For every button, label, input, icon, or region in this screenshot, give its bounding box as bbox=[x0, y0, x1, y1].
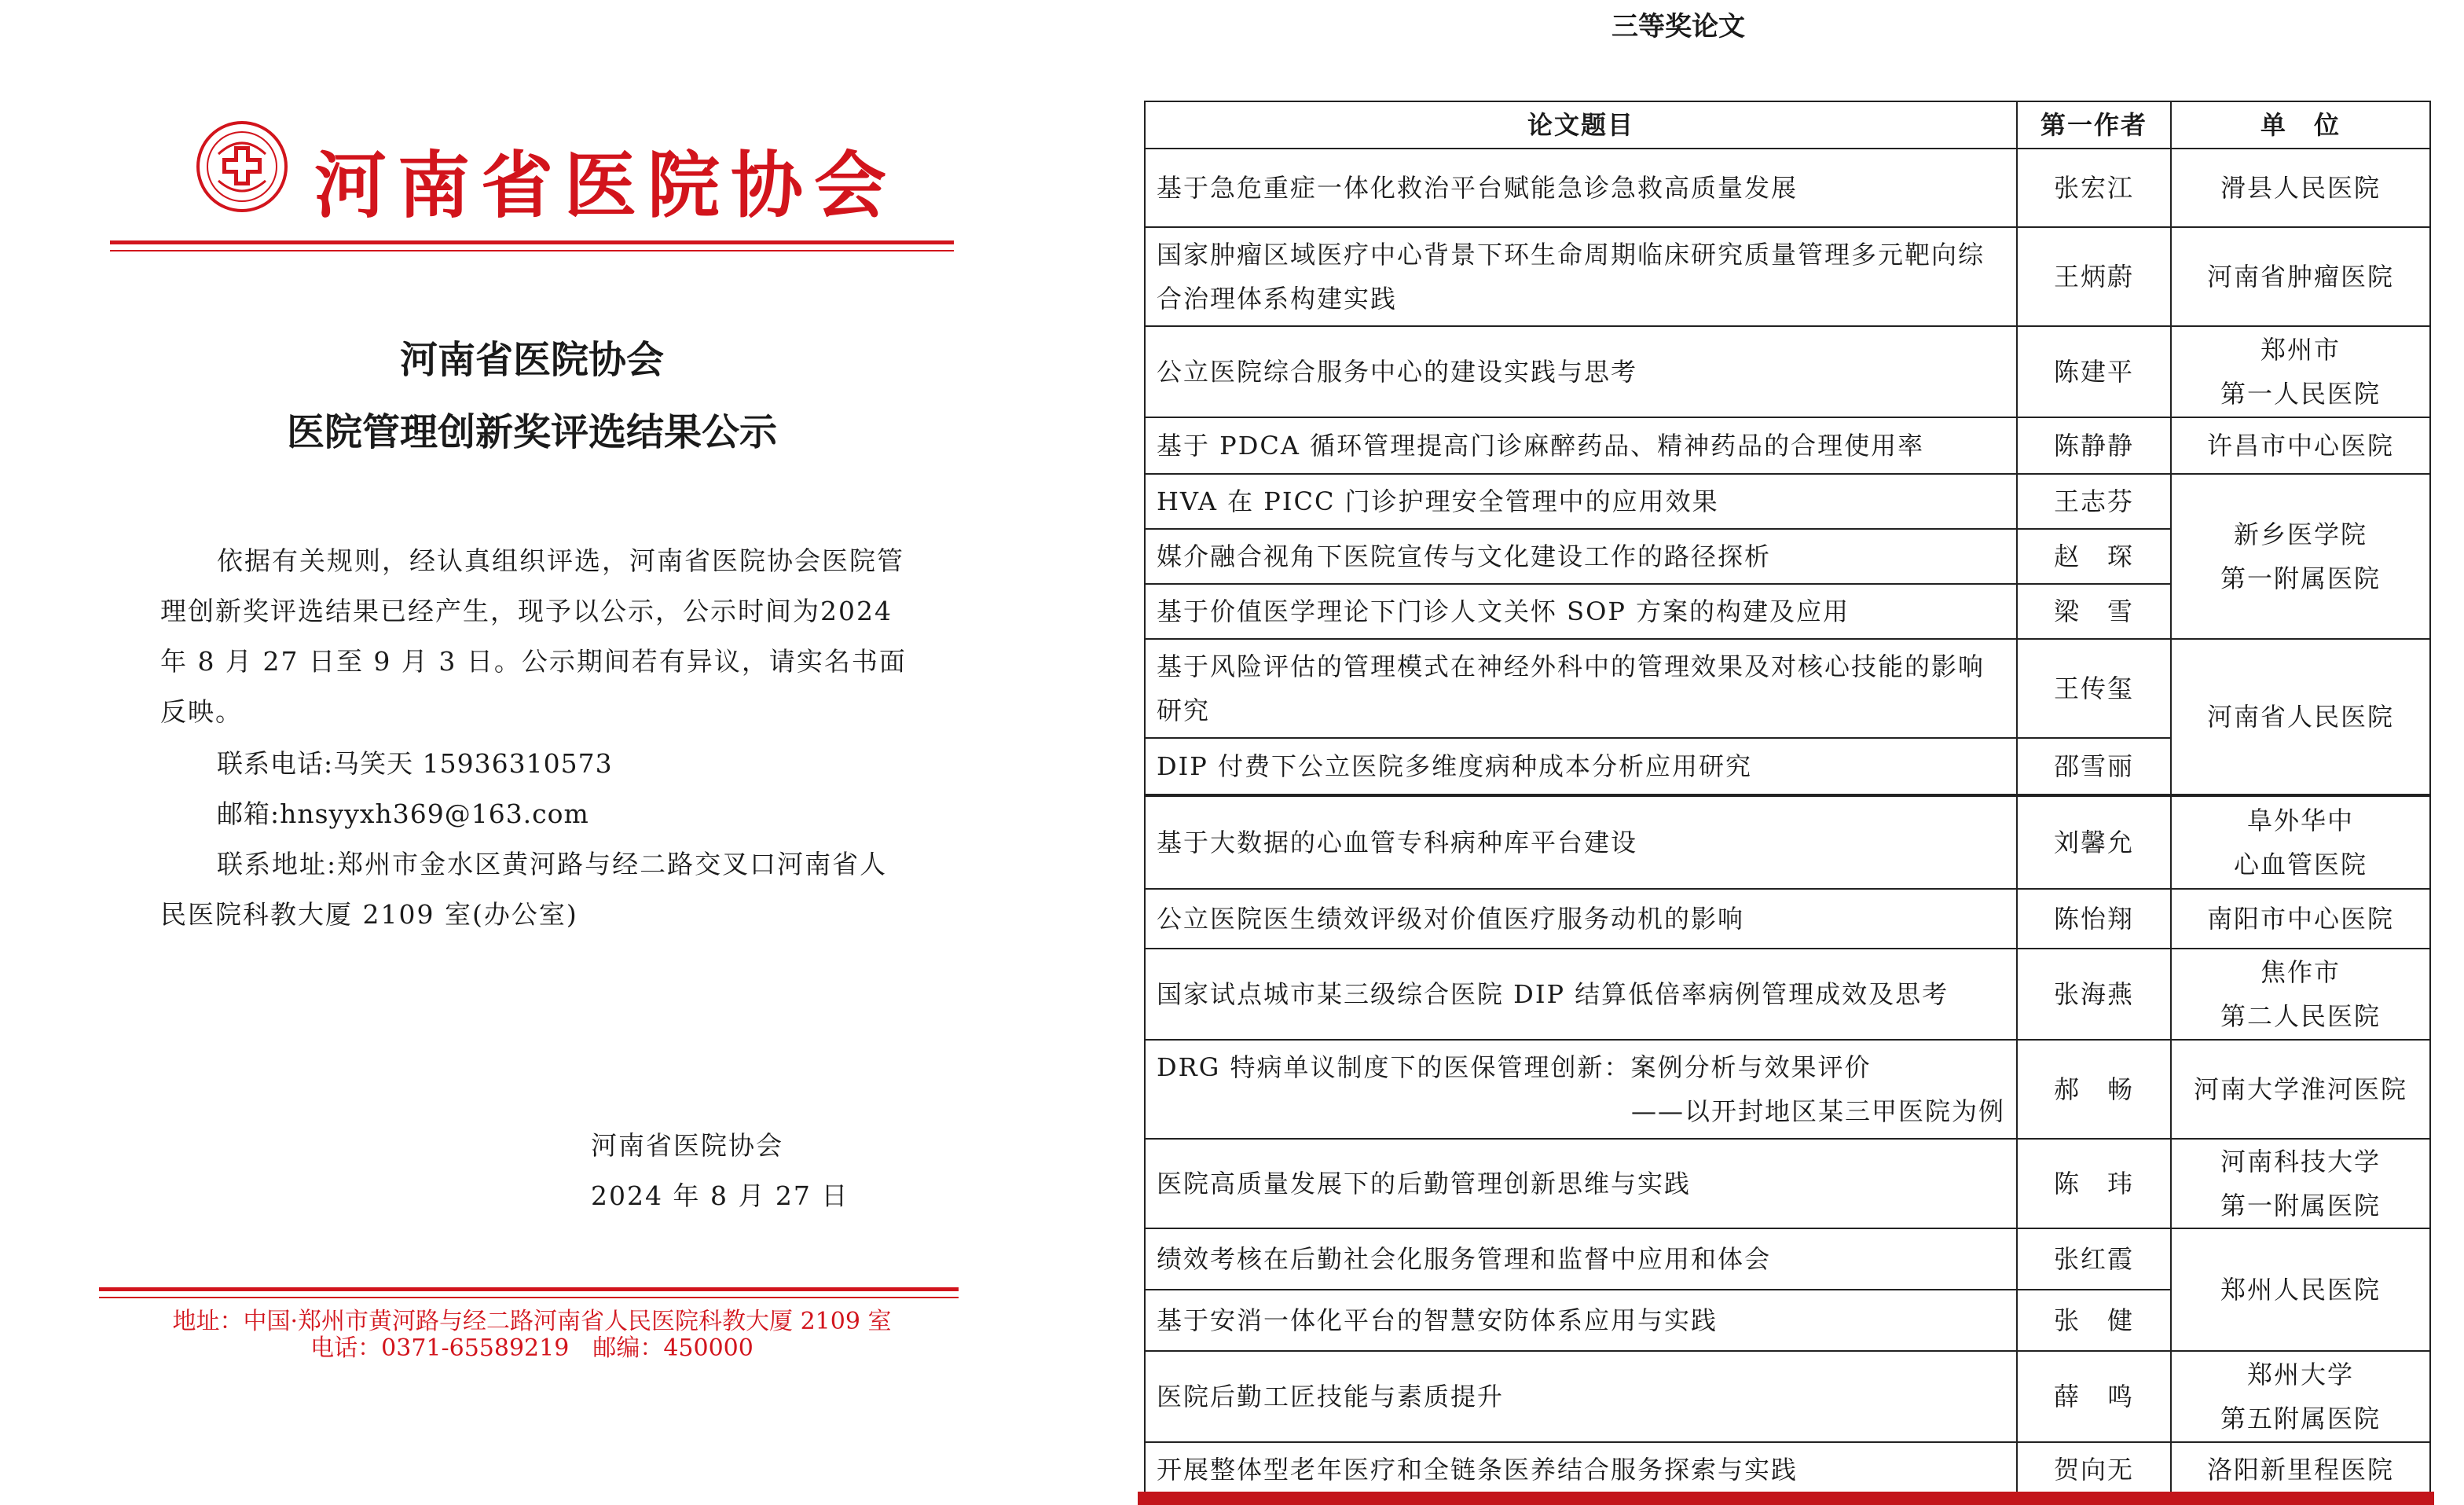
unit bbox=[2171, 326, 2430, 417]
paper-title: 基于风险评估的管理模式在神经外科中的管理效果及对核心技能的影响研究 bbox=[1145, 639, 2017, 738]
table-row bbox=[1145, 1139, 2430, 1228]
paper-subtitle: ——以开封地区某三甲医院为例 bbox=[1630, 1096, 2005, 1126]
right-page bbox=[1100, 0, 2464, 1505]
award-table-1 bbox=[1144, 101, 2429, 795]
unit bbox=[2171, 949, 2430, 1040]
unit-line: 第一人民医院 bbox=[2220, 379, 2381, 409]
first-author: 王志芬 bbox=[2017, 474, 2171, 529]
paper-title: 国家试点城市某三级综合医院 DIP 结算低倍率病例管理成效及思考 bbox=[1145, 949, 2017, 1040]
paper-title-cell bbox=[1145, 1040, 2017, 1139]
paper-title: 医院高质量发展下的后勤管理创新思维与实践 bbox=[1145, 1139, 2017, 1228]
unit-line: 心血管医院 bbox=[2233, 850, 2367, 879]
unit-line: 第五附属医院 bbox=[2220, 1404, 2381, 1433]
first-author: 郝 畅 bbox=[2017, 1040, 2171, 1139]
contact-phone: 联系电话:马笑天 15936310573 bbox=[217, 748, 613, 779]
unit-line: 第一附属医院 bbox=[2220, 563, 2381, 593]
table-row bbox=[1145, 1040, 2430, 1139]
table-row bbox=[1145, 1442, 2430, 1497]
footer-address: 地址：中国·郑州市黄河路与经二路河南省人民医院科教大厦 2109 室 bbox=[172, 1308, 892, 1335]
paper-title: 公立医院医生绩效评级对价值医疗服务动机的影响 bbox=[1145, 889, 2017, 949]
unit-line: 新乡医学院 bbox=[2233, 519, 2367, 549]
page-bottom-bar bbox=[1138, 1492, 2434, 1505]
header-unit: 单 位 bbox=[2171, 101, 2430, 149]
table-row bbox=[1145, 149, 2430, 227]
paper-title: 基于价值医学理论下门诊人文关怀 SOP 方案的构建及应用 bbox=[1145, 584, 2017, 639]
unit bbox=[2171, 474, 2430, 639]
unit-line: 郑州市 bbox=[2260, 335, 2341, 365]
paper-title: 基于急危重症一体化救治平台赋能急诊急救高质量发展 bbox=[1145, 149, 2017, 227]
section-title: 三等奖论文 bbox=[1612, 11, 1745, 42]
first-author: 刘馨允 bbox=[2017, 796, 2171, 889]
document-title-line2: 医院管理创新奖评选结果公示 bbox=[286, 410, 777, 454]
first-author: 王炳蔚 bbox=[2017, 227, 2171, 326]
first-author: 陈 玮 bbox=[2017, 1139, 2171, 1228]
first-author: 张红霞 bbox=[2017, 1228, 2171, 1290]
header-author: 第一作者 bbox=[2017, 101, 2171, 149]
unit-line: 焦作市 bbox=[2260, 957, 2341, 987]
unit bbox=[2171, 1351, 2430, 1442]
unit: 郑州人民医院 bbox=[2171, 1228, 2430, 1351]
award-table-2 bbox=[1144, 795, 2429, 1498]
unit: 南阳市中心医院 bbox=[2171, 889, 2430, 949]
unit-line: 郑州大学 bbox=[2246, 1360, 2354, 1389]
unit: 河南省肿瘤医院 bbox=[2171, 227, 2430, 326]
header-title: 论文题目 bbox=[1145, 101, 2017, 149]
first-author: 陈怡翔 bbox=[2017, 889, 2171, 949]
paper-title: DIP 付费下公立医院多维度病种成本分析应用研究 bbox=[1145, 738, 2017, 795]
table-row bbox=[1145, 639, 2430, 738]
first-author: 张宏江 bbox=[2017, 149, 2171, 227]
table-row bbox=[1145, 1351, 2430, 1442]
body-paragraph bbox=[160, 536, 915, 737]
paper-title: 媒介融合视角下医院宣传与文化建设工作的路径探析 bbox=[1145, 529, 2017, 584]
unit: 河南大学淮河医院 bbox=[2171, 1040, 2430, 1139]
first-author: 赵 琛 bbox=[2017, 529, 2171, 584]
first-author: 张海燕 bbox=[2017, 949, 2171, 1040]
unit bbox=[2171, 796, 2430, 889]
first-author: 贺向无 bbox=[2017, 1442, 2171, 1497]
table-row bbox=[1145, 474, 2430, 529]
paper-title: 绩效考核在后勤社会化服务管理和监督中应用和体会 bbox=[1145, 1228, 2017, 1290]
header-divider-thin bbox=[110, 250, 954, 251]
paper-title: HVA 在 PICC 门诊护理安全管理中的应用效果 bbox=[1145, 474, 2017, 529]
contact-address: 联系地址:郑州市金水区黄河路与经二路交叉口河南省人民医院科教大厦 2109 室(办公室) bbox=[160, 849, 888, 930]
first-author: 邵雪丽 bbox=[2017, 738, 2171, 795]
unit: 滑县人民医院 bbox=[2171, 149, 2430, 227]
document-title-line1: 河南省医院协会 bbox=[399, 338, 664, 382]
paper-title: 公立医院综合服务中心的建设实践与思考 bbox=[1145, 326, 2017, 417]
unit-line: 河南科技大学 bbox=[2220, 1147, 2381, 1176]
org-logo-text: 河南省医院协会 bbox=[314, 143, 898, 228]
red-cross-emblem-icon bbox=[195, 119, 289, 214]
table-row bbox=[1145, 1228, 2430, 1290]
contact-address-block bbox=[160, 839, 915, 940]
left-page bbox=[0, 0, 1100, 1505]
table-row bbox=[1145, 949, 2430, 1040]
paper-title: 医院后勤工匠技能与素质提升 bbox=[1145, 1351, 2017, 1442]
footer-divider-thin bbox=[99, 1297, 959, 1298]
footer-divider bbox=[99, 1287, 959, 1291]
table-header-row bbox=[1145, 101, 2430, 149]
paper-title: DRG 特病单议制度下的医保管理创新：案例分析与效果评价 bbox=[1157, 1052, 1872, 1082]
paper-title: 开展整体型老年医疗和全链条医养结合服务探索与实践 bbox=[1145, 1442, 2017, 1497]
table-row bbox=[1145, 326, 2430, 417]
paper-title: 基于 PDCA 循环管理提高门诊麻醉药品、精神药品的合理使用率 bbox=[1145, 417, 2017, 474]
first-author: 王传玺 bbox=[2017, 639, 2171, 738]
unit-line: 阜外华中 bbox=[2246, 806, 2354, 835]
first-author: 陈静静 bbox=[2017, 417, 2171, 474]
paper-title: 国家肿瘤区域医疗中心背景下环生命周期临床研究质量管理多元靶向综合治理体系构建实践 bbox=[1145, 227, 2017, 326]
unit: 许昌市中心医院 bbox=[2171, 417, 2430, 474]
signature-org: 河南省医院协会 bbox=[591, 1130, 783, 1161]
unit bbox=[2171, 1139, 2430, 1228]
table-row bbox=[1145, 227, 2430, 326]
first-author: 陈建平 bbox=[2017, 326, 2171, 417]
unit: 洛阳新里程医院 bbox=[2171, 1442, 2430, 1497]
table-row bbox=[1145, 417, 2430, 474]
paper-title: 基于大数据的心血管专科病种库平台建设 bbox=[1145, 796, 2017, 889]
signature-date: 2024 年 8 月 27 日 bbox=[591, 1180, 849, 1211]
first-author: 梁 雪 bbox=[2017, 584, 2171, 639]
unit: 河南省人民医院 bbox=[2171, 639, 2430, 795]
first-author: 张 健 bbox=[2017, 1290, 2171, 1351]
header-divider bbox=[110, 240, 954, 244]
table-row bbox=[1145, 796, 2430, 889]
footer-phone: 电话：0371-65589219 邮编：450000 bbox=[310, 1334, 754, 1362]
table-row bbox=[1145, 889, 2430, 949]
first-author: 薛 鸣 bbox=[2017, 1351, 2171, 1442]
paper-title: 基于安消一体化平台的智慧安防体系应用与实践 bbox=[1145, 1290, 2017, 1351]
unit-line: 第二人民医院 bbox=[2220, 1001, 2381, 1031]
contact-email: 邮箱:hnsyyxh369@163.com bbox=[217, 798, 589, 829]
body-text: 依据有关规则，经认真组织评选，河南省医院协会医院管理创新奖评选结果已经产生，现予以公示，公示时间为2024 年 8 月 27 日至 9 月 3 日。公示期间若有异议，请实名书面反映。 bbox=[160, 545, 907, 727]
unit-line: 第一附属医院 bbox=[2220, 1191, 2381, 1221]
